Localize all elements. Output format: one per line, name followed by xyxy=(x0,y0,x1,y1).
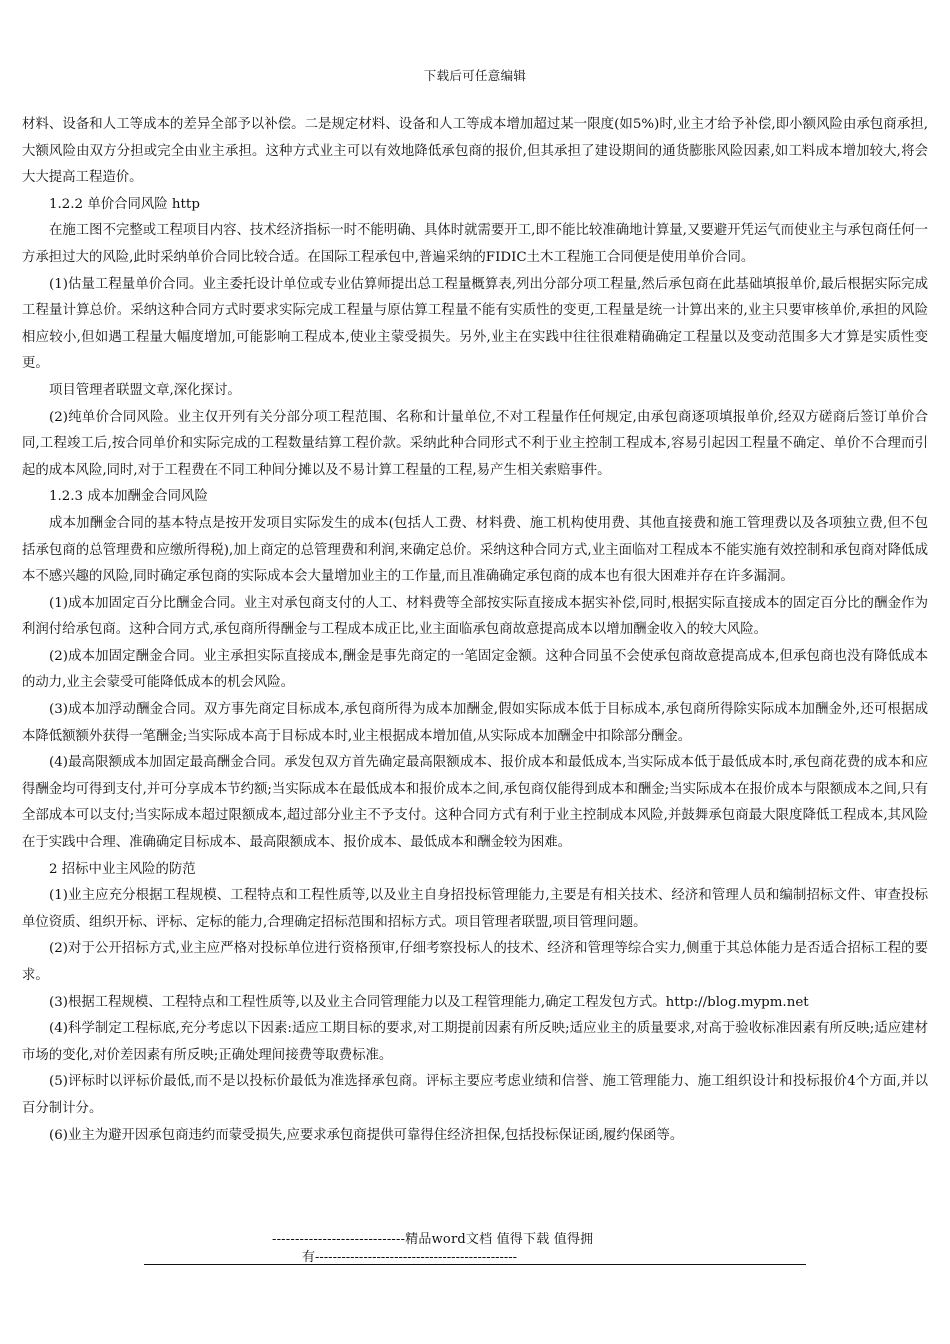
paragraph: (4)科学制定工程标底,充分考虑以下因素:适应工期目标的要求,对工期提前因素有所反映;适应业主的质量要求,对高于验收标准因素有所反映;适应建材市场的变化,对价差因素有所反映;正确处理间接费等取费标准。 xyxy=(22,1021,928,1063)
footer-rule xyxy=(144,1264,806,1265)
paragraph: 在施工图不完整或工程项目内容、技术经济指标一时不能明确、具体时就需要开工,即不能比较准确地计算量,又要避开凭运气而使业主与承包商任何一方承担过大的风险,此时采纳单价合同比较合适。在国际工程承包中,普遍采纳的FIDIC土木工程施工合同便是使用单价合同。 xyxy=(22,223,928,265)
paragraph: (3)成本加浮动酬金合同。双方事先商定目标成本,承包商所得为成本加酬金,假如实际成本低于目标成本,承包商所得除实际成本加酬金外,还可根据成本降低额额外获得一笔酬金;当实际成本高于目标成本时,业主根据成本增加值,从实际成本加酬金中扣除部分酬金。 xyxy=(22,702,928,744)
section-heading: 2 招标中业主风险的防范 xyxy=(49,861,196,877)
paragraph: (5)评标时以评标价最低,而不是以投标价最低为准选择承包商。评标主要应考虑业绩和信誉、施工管理能力、施工组织设计和投标报价4个方面,并以百分制计分。 xyxy=(22,1074,928,1116)
paragraph: (2)对于公开招标方式,业主应严格对投标单位进行资格预审,仔细考察投标人的技术、经济和管理等综合实力,侧重于其总体能力是否适合招标工程的要求。 xyxy=(22,941,928,983)
paragraph: (6)业主为避开因承包商违约而蒙受损失,应要求承包商提供可靠得住经济担保,包括投标保证函,履约保函等。 xyxy=(49,1127,684,1143)
paragraph: (1)业主应充分根据工程规模、工程特点和工程性质等,以及业主自身招投标管理能力,主要是有相关技术、经济和管理人员和编制招标文件、审查投标单位资质、组织开标、评标、定标的能力,合理确定招标范围和招标方式。项目管理者联盟,项目管理问题。 xyxy=(22,888,928,930)
paragraph: 项目管理者联盟文章,深化探讨。 xyxy=(49,382,241,398)
paragraph: (2)纯单价合同风险。业主仅开列有关分部分项工程范围、名称和计量单位,不对工程量作任何规定,由承包商逐项填报单价,经双方磋商后签订单价合同,工程竣工后,按合同单价和实际完成的工程数量结算工程价款。采纳此种合同形式不利于业主控制工程成本,容易引起因工程量不确定、单价不合理而引起的成本风险,同时,对于工程费在不同工种间分摊以及不易计算工程量的工程,易产生相关索赔事件。 xyxy=(22,409,928,478)
document-body xyxy=(22,112,928,1149)
paragraph: (3)根据工程规模、工程特点和工程性质等,以及业主合同管理能力以及工程管理能力,确定工程发包方式。http://blog.mypm.net xyxy=(49,994,809,1010)
section-heading: 1.2.3 成本加酬金合同风险 xyxy=(49,489,208,505)
paragraph: 材料、设备和人工等成本的差异全部予以补偿。二是规定材料、设备和人工等成本增加超过某一限度(如5%)时,业主才给予补偿,即小额风险由承包商承担,大额风险由双方分担或完全由业主承担。这种方式业主可以有效地降低承包商的报价,但其承担了建设期间的通货膨胀风险因素,如工料成本增加较大,将会大大提高工程造价。 xyxy=(22,117,928,186)
paragraph: (2)成本加固定酬金合同。业主承担实际直接成本,酬金是事先商定的一笔固定金额。这种合同虽不会使承包商故意提高成本,但承包商也没有降低成本的动力,业主会蒙受可能降低成本的机会风险。 xyxy=(22,648,928,691)
paragraph: (1)成本加固定百分比酬金合同。业主对承包商支付的人工、材料费等全部按实际直接成本据实补偿,同时,根据实际直接成本的固定百分比的酬金作为利润付给承包商。这种合同方式,承包商所得酬金与工程成本成正比,业主面临承包商故意提高成本以增加酬金收入的较大风险。 xyxy=(22,595,928,638)
paragraph: 成本加酬金合同的基本特点是按开发项目实际发生的成本(包括人工费、材料费、施工机构使用费、其他直接费和施工管理费以及各项独立费,但不包括承包商的总管理费和应缴所得税),加上商定的总管理费和利润,来确定总价。采纳这种合同方式,业主面临对工程成本不能实施有效控制和承包商对降低成本不感兴趣的风险,同时确定承包商的实际成本会大量增加业主的工作量,而且准确确定承包商的成本也有很大困难并存在许多漏洞。 xyxy=(22,515,928,585)
footer-banner-line2: 有---------------------------------------------- xyxy=(302,1250,518,1265)
footer-banner-line1: -----------------------------精品word文档 值得下载 值得拥 xyxy=(272,1232,594,1247)
paragraph: (4)最高限额成本加固定最高酬金合同。承发包双方首先确定最高限额成本、报价成本和最低成本,当实际成本低于最低成本时,承包商花费的成本和应得酬金均可得到支付,并可分享成本节约额;当实际成本在最低成本和报价成本之间,承包商仅能得到成本和酬金;当实际成本在报价成本与限额成本之间,只有全部成本可以支付;当实际成本超过限额成本,超过部分业主不予支付。这种合同方式有利于业主控制成本风险,并鼓舞承包商最大限度降低工程成本,其风险在于实践中合理、准确确定目标成本、最高限额成本、报价成本、最低成本和酬金较为困难。 xyxy=(22,755,928,851)
header-note: 下载后可任意编辑 xyxy=(423,68,527,83)
section-heading: 1.2.2 单价合同风险 http xyxy=(49,196,200,212)
paragraph: (1)估量工程量单价合同。业主委托设计单位或专业估算师提出总工程量概算表,列出分部分项工程量,然后承包商在此基础填报单价,最后根据实际完成工程量计算总价。采纳这种合同方式时要求实际完成工程量与原估算工程量不能有实质性的变更,工程量是统一计算出来的,业主只要审核单价,承担的风险相应较小,但如遇工程量大幅度增加,可能影响工程成本,使业主蒙受损失。另外,业主在实践中往往很难精确确定工程量以及变动范围多大才算是实质性变更。 xyxy=(22,276,928,372)
